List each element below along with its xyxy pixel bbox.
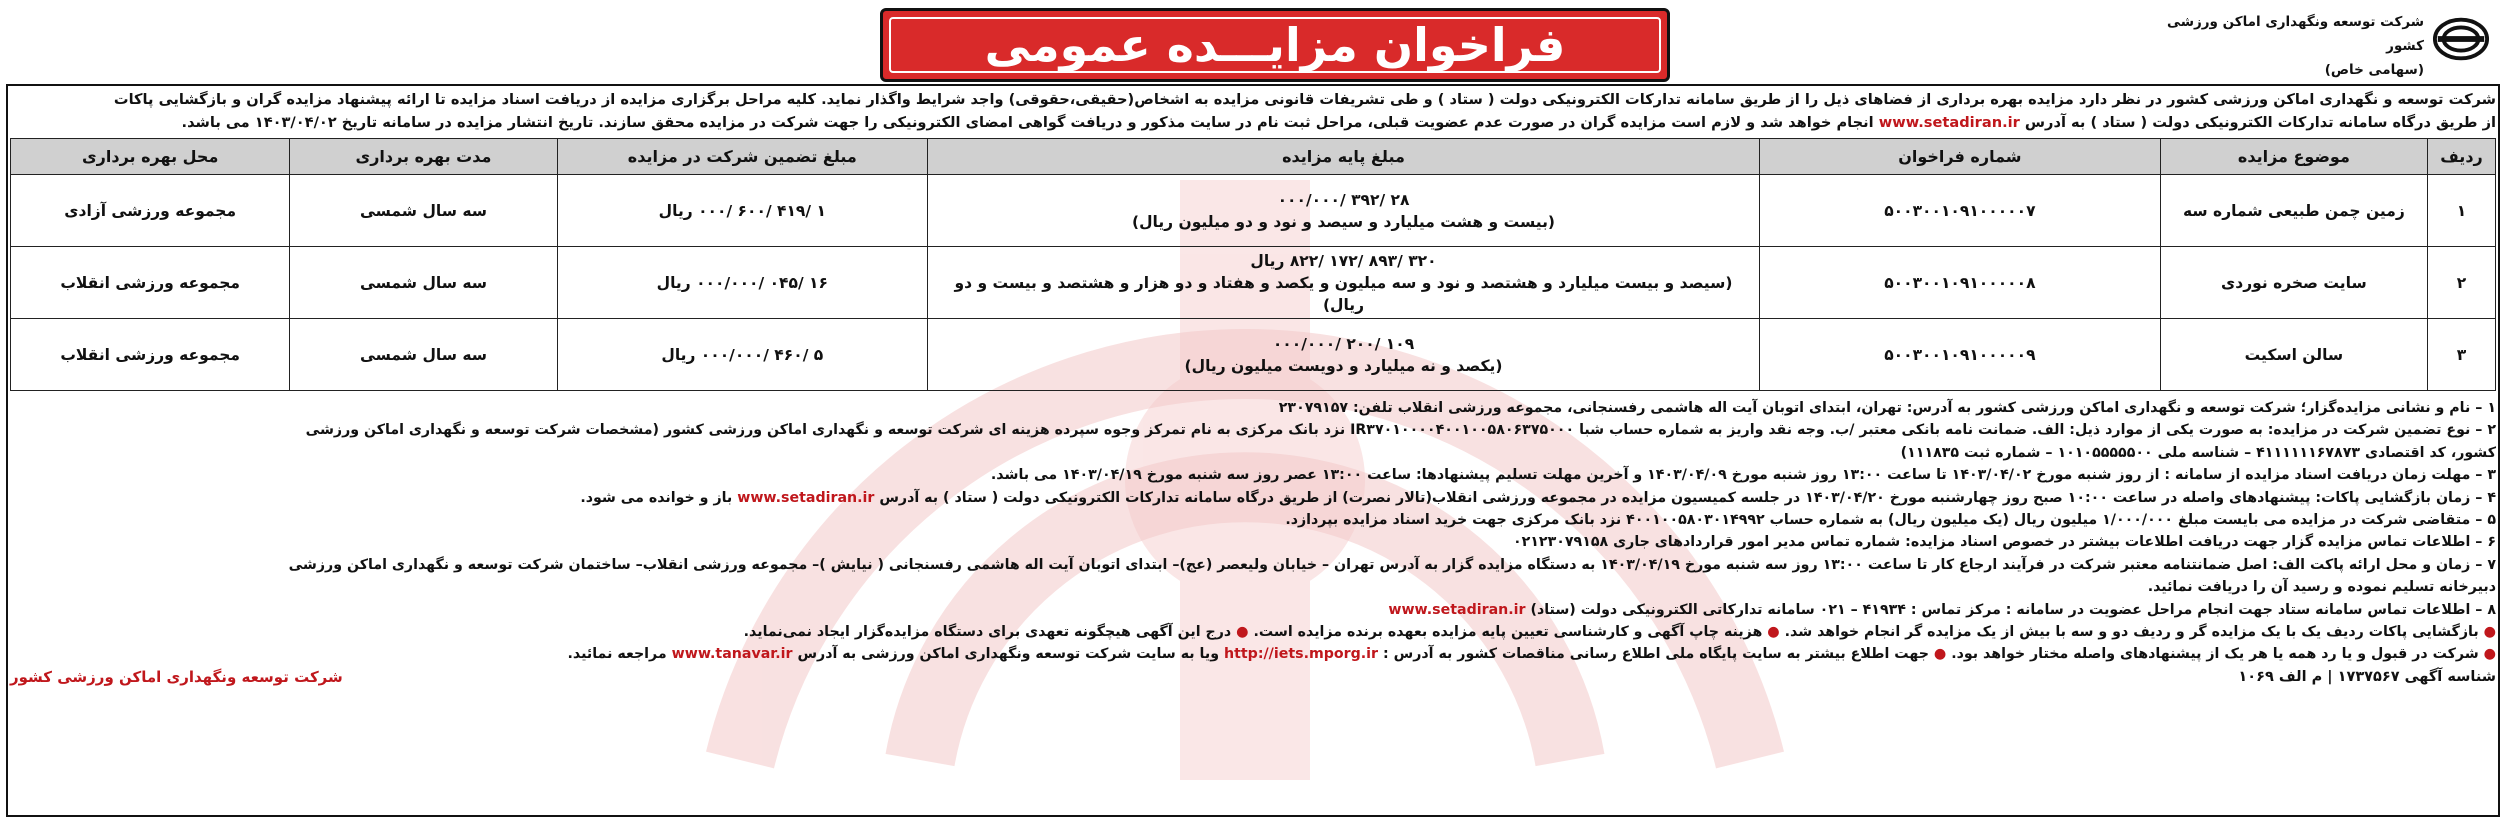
base-price-number: ۳۲۰ /۸۹۳ /۱۷۲ /۸۲۲ ریال [1250,251,1437,270]
setadiran-link[interactable]: www.setadiran.ir [737,489,875,506]
bullet-line-2: ● شرکت در قبول و یا رد همه یا هر یک از پیشنهادهای واصله مختار خواهد بود. ● جهت اطلاع بیشتر به سایت پایگاه ملی اطلاع رسانی مناقصات کشور به آدرس : http://iets.mporg.ir ویا به سایت شرکت توسعه ونگهداری اماکن ورزشی به آدرس www.tanavar.ir مراجعه نمائید. [567,646,2496,663]
base-price-number: ۱۰۹ /۲۰۰ /۰۰۰/۰۰۰ [1272,334,1415,353]
note-3: ۳ – مهلت زمان دریافت اسناد مزایده از سامانه : از روز شنبه مورخ ۱۴۰۳/۰۴/۰۲ تا ساعت ۱۳:۰۰ روز شنبه مورخ ۱۴۰۳/۰۴/۰۹ و آخرین مهلت تسلیم پیشنهادها: ساعت ۱۳:۰۰ عصر روز سه شنبه مورخ ۱۴۰۳/۰۴/۱۹ می باشد. [990,467,2496,484]
cell-location: مجموعه ورزشی انقلاب [11,247,290,319]
cell-base-price [928,175,1760,247]
cell-call-number: ۵۰۰۳۰۰۱۰۹۱۰۰۰۰۰۸ [1759,247,2160,319]
cell-base-price [928,247,1760,319]
note-7: ۷ – زمان و محل ارائه پاکت الف: اصل ضمانتنامه معتبر شرکت در فرآیند ارجاع کار تا ساعت ۱۳:۰۰ روز سه شنبه مورخ ۱۴۰۳/۰۴/۱۹ به دستگاه مزایده گزار به آدرس تهران – خیابان ولیعصر (عج)– ابتدای اتوبان آیت اله هاشمی رفسنجانی ( نیایش )– مجموعه ورزشی انقلاب– ساختمان شرکت توسعه و نگهداری اماکن ورزشی [288,556,2496,573]
company-type: (سهامی خاص) [2324,62,2424,78]
header-row-number: ردیف [2427,139,2495,175]
cell-row-number: ۲ [2427,247,2495,319]
note-1: ۱ – نام و نشانی مزایده‌گزار؛ شرکت توسعه و نگهداری اماکن ورزشی کشور به آدرس: تهران، ابتدای اتوبان آیت اله هاشمی رفسنجانی، مجموعه ورزشی انقلاب تلفن: ۲۳۰۷۹۱۵۷ [1278,400,2496,416]
cell-guarantee: ۱ /۴۱۹ /۶۰۰ /۰۰۰ ریال [557,175,927,247]
auction-table [10,138,2496,391]
tanavar-link[interactable]: www.tanavar.ir [671,646,793,663]
intro-line-1: شرکت توسعه و نگهداری اماکن ورزشی کشور در نظر دارد مزایده بهره برداری از فضاهای ذیل را از طریق سامانه تدارکات الکترونیکی دولت ( ستاد ) و طی تشریفات قانونی مزایده به اشخاص(حقیقی،حقوقی) واجد شرایط واگذار نماید. کلیه مراحل برگزاری مزایده از دریافت اسناد مزایده تا ارائه پیشنهاد مزایده گران و بازگشایی پاکات [113,91,2496,108]
note-6: ۶ – اطلاعات تماس مزایده گزار جهت دریافت اطلاعات بیشتر در خصوص اسناد مزایده: شماره تماس مدیر امور قراردادهای جاری ۰۲۱۲۳۰۷۹۱۵۸ [1512,534,2496,551]
notes-section [10,397,2496,688]
cell-guarantee: ۵ /۴۶۰ /۰۰۰/۰۰۰ ریال [557,319,927,391]
setadiran-link[interactable]: www.setadiran.ir [1878,114,2020,131]
cell-location: مجموعه ورزشی آزادی [11,175,290,247]
footer-row [10,666,2496,688]
cell-guarantee: ۱۶ /۰۴۵ /۰۰۰/۰۰۰ ریال [557,247,927,319]
table-row [11,247,2496,319]
header-call-number: شماره فراخوان [1759,139,2160,175]
base-price-number: ۲۸ /۳۹۲ /۰۰۰/۰۰۰ [1277,190,1410,209]
iets-link[interactable]: http://iets.mporg.ir [1224,646,1379,663]
cell-call-number: ۵۰۰۳۰۰۱۰۹۱۰۰۰۰۰۹ [1759,319,2160,391]
base-price-words: (بیست و هشت میلیارد و سیصد و نود و دو میلیون ریال) [1131,212,1555,231]
cell-location: مجموعه ورزشی انقلاب [11,319,290,391]
table-header-row [11,139,2496,175]
note-7-continued: دبیرخانه تسلیم نموده و رسید آن را دریافت نمائید. [2147,579,2496,596]
company-logo-block [2130,10,2490,82]
bullet-icon: ● [1933,646,1947,663]
bullet-icon: ● [2483,646,2496,663]
title-banner [880,8,1670,82]
company-name: شرکت توسعه ونگهداری اماکن ورزشی کشور [2167,14,2424,54]
note-2: ۲ – نوع تضمین شرکت در مزایده: به صورت یکی از موارد ذیل: الف. ضمانت نامه بانکی معتبر /ب. وجه نقد واریز به شماره حساب شبا IR۳۷۰۱۰۰۰۰۴۰۰۱۰۰۵۸۰۶۳۷۵۰۰۰ نزد بانک مرکزی به نام تمرکز وجوه سپرده هزینه ای شرکت توسعه و نگهداری اماکن ورزشی کشور (مشخصات شرکت توسعه و نگهداری اماکن ورزشی [305,422,2496,439]
cell-duration: سه سال شمسی [290,247,557,319]
cell-row-number: ۳ [2427,319,2495,391]
bullet-icon: ● [2483,624,2496,641]
intro-line-2: از طریق درگاه سامانه تدارکات الکترونیکی دولت ( ستاد ) به آدرس www.setadiran.ir انجام خواهد شد و لازم است مزایده گران در صورت عدم عضویت قبلی، مراحل ثبت نام در سایت مذکور و دریافت گواهی امضای الکترونیکی را جهت شرکت در مزایده محقق سازند. تاریخ انتشار مزایده در سامانه تاریخ ۱۴۰۳/۰۴/۰۲ می باشد. [181,114,2496,131]
table-row [11,175,2496,247]
setadiran-link[interactable]: www.setadiran.ir [1388,601,1526,618]
note-5: ۵ – متقاضی شرکت در مزایده می بایست مبلغ ۱/۰۰۰/۰۰۰ میلیون ریال (یک میلیون ریال) به شماره حساب ۴۰۰۱۰۰۵۸۰۳۰۱۴۹۹۲ نزد بانک مرکزی جهت خرید اسناد مزایده بپردازد. [1285,512,2496,529]
company-logo-icon [2432,10,2490,68]
base-price-words: (یکصد و نه میلیارد و دویست میلیون ریال) [1184,356,1503,375]
header [10,6,2496,86]
cell-subject: سالن اسکیت [2160,319,2427,391]
footer-company-name: شرکت توسعه ونگهداری اماکن ورزشی کشور [10,667,343,686]
table-row [11,319,2496,391]
cell-subject: سایت صخره نوردی [2160,247,2427,319]
header-subject: موضوع مزایده [2160,139,2427,175]
header-duration: مدت بهره برداری [290,139,557,175]
header-location: محل بهره برداری [11,139,290,175]
ad-id: شناسه آگهی ۱۷۳۷۵۶۷ | م الف ۱۰۶۹ [2238,668,2496,685]
intro-paragraph [10,88,2496,134]
cell-subject: زمین چمن طبیعی شماره سه [2160,175,2427,247]
bullet-line-1: ● بازگشایی پاکات ردیف یک با یک مزایده گر و ردیف دو و سه با بیش از یک مزایده گر انجام خواهد شد. ● هزینه چاپ آگهی و کارشناسی تعیین پایه مزایده بعهده برنده مزایده است. ● درج این آگهی هیچگونه تعهدی برای دستگاه مزایده‌گزار ایجاد نمی‌نماید. [743,624,2496,641]
page-title: فراخوان مزایـــده عمومی [984,18,1566,72]
cell-duration: سه سال شمسی [290,175,557,247]
base-price-words: (سیصد و بیست میلیارد و هشتصد و نود و سه میلیون و یکصد و هفتاد و دو هزار و هشتصد و بیست و دو ریال) [954,273,1733,314]
note-8: ۸ – اطلاعات تماس سامانه ستاد جهت انجام مراحل عضویت در سامانه : مرکز تماس : ۴۱۹۳۴ – ۰۲۱ سامانه تدارکاتی الکترونیکی دولت (ستاد) www.setadiran.ir [1388,601,2496,618]
cell-base-price [928,319,1760,391]
cell-row-number: ۱ [2427,175,2495,247]
note-4: ۴ – زمان بازگشایی پاکات: پیشنهادهای واصله در ساعت ۱۰:۰۰ صبح روز چهارشنبه مورخ ۱۴۰۳/۰۴/۲۰ در جلسه کمیسیون مزایده در مجموعه ورزشی انقلاب(تالار نصرت) از طریق درگاه سامانه تدارکات الکترونیکی دولت ( ستاد ) به آدرس www.setadiran.ir باز و خوانده می شود. [580,489,2496,506]
header-base-price: مبلغ پایه مزایده [928,139,1760,175]
cell-duration: سه سال شمسی [290,319,557,391]
cell-call-number: ۵۰۰۳۰۰۱۰۹۱۰۰۰۰۰۷ [1759,175,2160,247]
header-guarantee: مبلغ تضمین شرکت در مزایده [557,139,927,175]
bullet-icon: ● [1236,624,1249,641]
note-2-continued: کشور، کد اقتصادی ۴۱۱۱۱۱۱۶۷۸۷۳ – شناسه ملی ۱۰۱۰۵۵۵۵۵۰۰ – شماره ثبت ۱۱۱۸۳۵) [1900,444,2496,461]
bullet-icon: ● [1767,624,1780,641]
